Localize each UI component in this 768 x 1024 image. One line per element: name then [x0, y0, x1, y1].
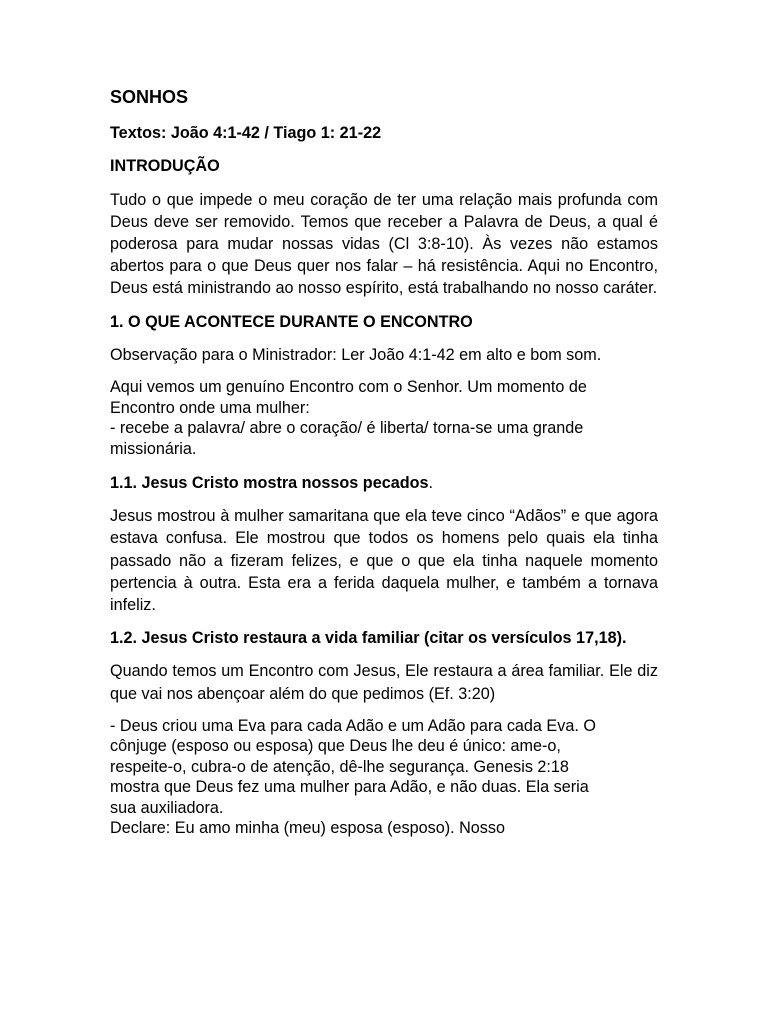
sub11-heading-row	[110, 472, 658, 494]
section1-line: Encontro onde uma mulher:	[110, 398, 310, 417]
sub12-heading: 1.2. Jesus Cristo restaura a vida familiar (citar os versículos 17,18).	[110, 629, 627, 648]
intro-heading: INTRODUÇÃO	[110, 157, 220, 176]
intro-paragraph: Tudo o que impede o meu coração de ter uma relação mais profunda com Deus deve ser removido. Temos que receber a Palavra de Deus, a qual é poderosa para mudar nossas vidas (Cl 3:8-10). Às vezes não estamos abertos para o que Deus quer nos falar – há resistência. Aqui no Encontro, Deus está ministrando ao nosso espírito, está trabalhando no nosso caráter.	[110, 190, 658, 298]
sub11-paragraph: Jesus mostrou à mulher samaritana que ela teve cinco “Adãos” e que agora estava confusa. Ele mostrou que todos os homens pelo quais ela tinha passado não a fizeram felizes, e que o que ela tinha naquele momento pertencia à outra. Esta era a ferida daquela mulher, e também a tornava infeliz.	[110, 507, 658, 615]
final-line: sua auxiliadora.	[110, 798, 224, 817]
document-body	[110, 86, 658, 839]
sub12-paragraph: Quando temos um Encontro com Jesus, Ele restaura a área familiar. Ele diz que vai nos abençoar além do que pedimos (Ef. 3:20)	[110, 662, 658, 703]
texts-reference: Textos: João 4:1-42 / Tiago 1: 21-22	[110, 124, 382, 143]
section1-paragraph	[110, 377, 658, 459]
final-line: mostra que Deus fez uma mulher para Adão, e não duas. Ela seria	[110, 778, 589, 797]
final-line: cônjuge (esposo ou esposa) que Deus lhe deu é único: ame-o,	[110, 737, 561, 756]
section1-heading: 1. O QUE ACONTECE DURANTE O ENCONTRO	[110, 312, 473, 331]
section1-line: missionária.	[110, 439, 197, 458]
document-title: SONHOS	[110, 87, 189, 107]
final-line: respeite-o, cubra-o de atenção, dê-lhe segurança. Genesis 2:18	[110, 757, 569, 776]
section1-line: - recebe a palavra/ abre o coração/ é liberta/ torna-se uma grande	[110, 419, 584, 438]
sub11-heading: 1.1. Jesus Cristo mostra nossos pecados	[110, 474, 429, 493]
section1-line: Aqui vemos um genuíno Encontro com o Senhor. Um momento de	[110, 378, 587, 397]
sub11-period: .	[428, 474, 433, 493]
final-paragraph	[110, 716, 658, 839]
final-line: - Deus criou uma Eva para cada Adão e um Adão para cada Eva. O	[110, 716, 596, 735]
section1-note: Observação para o Ministrador: Ler João 4:1-42 em alto e bom som.	[110, 345, 602, 364]
final-line: Declare: Eu amo minha (meu) esposa (esposo). Nosso	[110, 819, 505, 838]
